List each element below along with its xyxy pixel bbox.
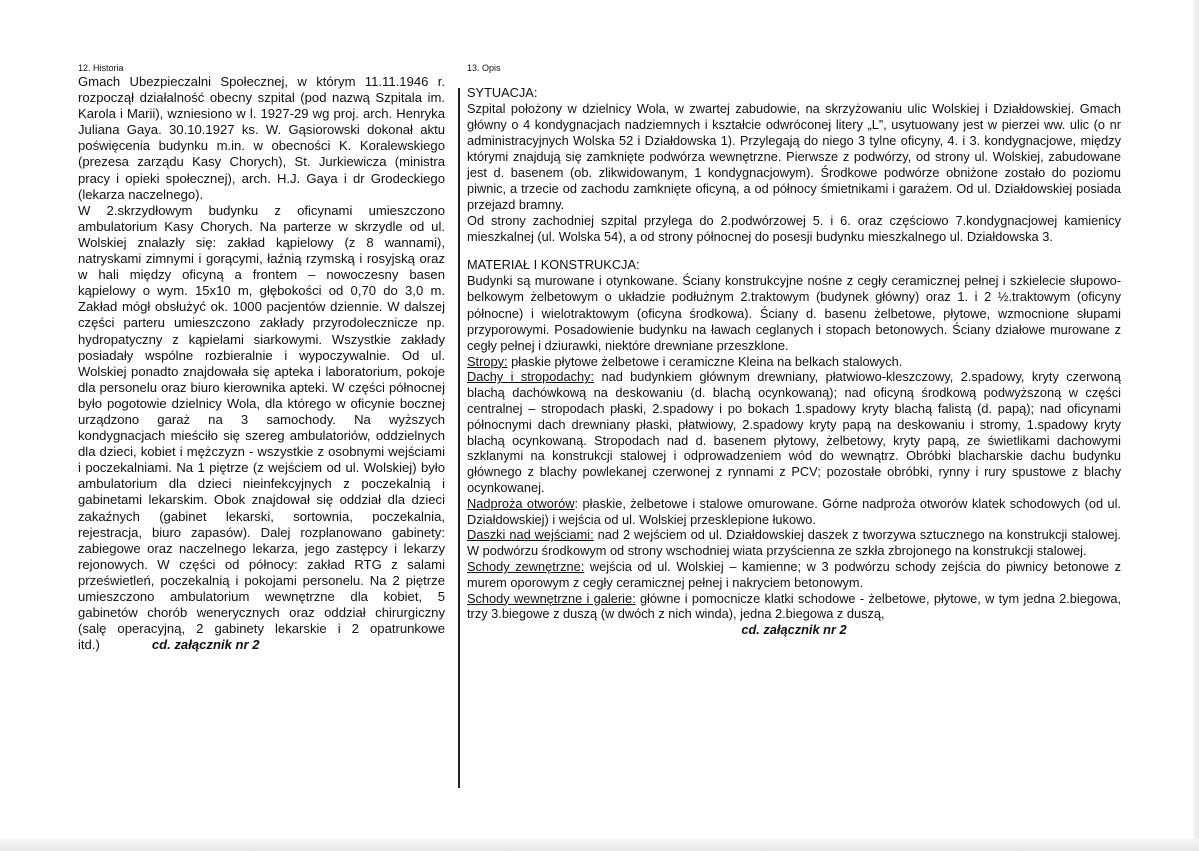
floors-label: Stropy:	[467, 353, 508, 369]
history-column	[78, 63, 445, 653]
situation-heading: SYTUACJA:	[467, 85, 538, 100]
column-divider	[458, 88, 460, 788]
material-heading: MATERIAŁ I KONSTRUKCJA:	[467, 257, 640, 273]
outer-stairs-section	[467, 559, 1121, 591]
situation-paragraph-2: Od strony zachodniej szpital przylega do 2.podwórzowej 5. i 6. oraz częściowo 7.kondygnacjowej kamienicy mieszkalnej (ul. Wolska 54), a od strony północnej do posesji budynku mieszkalnego ul. Działdowska 3.	[467, 213, 1121, 245]
situation-paragraph-1: Szpital położony w dzielnicy Wola, w zwartej zabudowie, na skrzyżowaniu ulic Wolskiej i Działdowskiej. Gmach główny o 4 kondygnacjach nadziemnych i kształcie odwróconej litery „L”, usytuowany jest w pierzei ww. ulic (o nr administracyjnych Wolska 52 i Działdowska 1). Przylegają do niego 3 tylne oficyny, 4. i 3. kondygnacjowe, między którymi znajdują się zamknięte podwórza wewnętrzne. Pierwsze z podwórzy, od strony ul. Wolskiej, zabudowane jest d. basenem (ob. zlikwidowanym, 1 kondygnacjowym). Środkowe podwórze obniżone zostało do poziomu piwnic, a trzecie od zachodu zamknięte oficyną, a od północy śmietnikami i garażem. Od ul. Działdowskiej posiada przejazd bramny.	[467, 101, 1121, 213]
lintels-label: Nadproża otworów	[467, 495, 575, 511]
floors-text: płaskie płytowe żelbetowe i ceramiczne Kleina na belkach stalowych.	[507, 353, 903, 369]
history-paragraph-2-text: W 2.skrzydłowym budynku z oficynami umieszczono ambulatorium Kasy Chorych. Na parterze w skrzydle od ul. Wolskiej znalazły się: zakład kąpielowy (z 8 wannami), natryskami zimnymi i gorącymi, łaźnią rzymską i rosyjską oraz w hali między oficyną a frontem – nowoczesny basen kąpielowy o wym. 15x10 m, głębokości od 0,70 do 3,0 m. Zakład mógł obsłużyć ok. 1000 pacjentów dziennie. W dalszej części parteru umieszczono zakłady przyrodolecznicze np. hydropatyczny z kąpielami siarkowymi. Wszystkie zakłady posiadały wspólne rozbieralnie i wypoczywalnie. Od ul. Wolskiej ponadto znajdowała się apteka i laboratorium, pokoje dla personelu oraz biuro kierownika apteki. W części północnej było pogotowie dzielnicy Wola, dla którego w oficynie bocznej urządzono garaż na 3 samochody. Na wyższych kondygnacjach mieściło się szereg ambulatoriów, oddzielnych dla dzieci, kobiet i mężczyzn - wszystkie z osobnymi wejściami i poczekalniami. Na 1 piętrze (z wejściem od ul. Wolskiej) było ambulatorium dla dzieci nieinfekcyjnych z poczekalnią i gabinetami lekarskim. Obok znajdował się oddział dla dzieci zakaźnych (gabinet lekarski, sortownia, poczekalnia, rejestracja, biuro zapasów). Dalej rozplanowano gabinety: zabiegowe oraz naczelnego lekarza, jego zastępcy i lekarzy rejonowych. W części od północy: zakład RTG z salami prześwietleń, poczekalnią i pokojami personelu. Na 2 piętrze umieszczono ambulatorium wewnętrzne dla kobiet, 5 gabinetów chorób wenerycznych oraz oddział chirurgiczny (salę operacyjną, 2 gabinety lekarskie i 2 opatrunkowe itd.)	[78, 202, 445, 653]
outer-stairs-text: wejścia od ul. Wolskiej – kamienne; w 3 podwórzu schody zejścia do piwnicy betonowe z murem oporowym z cegły ceramicznej pełnej i nakryciem betonowym.	[467, 559, 1121, 590]
attachment-reference-left: cd. załącznik nr 2	[151, 637, 260, 653]
scan-edge-bottom	[0, 839, 1199, 851]
outer-stairs-label: Schody zewnętrzne:	[467, 559, 585, 575]
canopies-section	[467, 527, 1121, 559]
lintels-text: : płaskie, żelbetowe i stalowe omurowane. Górne nadproża otworów klatek schodowych (od ul. Działdowskiej) i wejścia od ul. Wolskiej przesklepione łukowo.	[467, 495, 1121, 527]
history-paragraph-1: Gmach Ubezpieczalni Społecznej, w którym 11.11.1946 r. rozpoczął działalność obecny szpital (pod nazwą Szpitala im. Karola i Marii), wzniesiono w l. 1927-29 wg proj. arch. Henryka Juliana Gaya. 30.10.1927 ks. W. Gąsiorowski dokonał aktu poświęcenia budynku m.in. w obecności K. Koralewskiego (prezesa zarządu Kasy Chorych), St. Jurkiewicza (ministra pracy i opieki społecznej), arch. H.J. Gaya i dr Grodeckiego (lekarza naczelnego).	[78, 74, 445, 202]
scan-edge-right	[1193, 0, 1199, 851]
attachment-reference-right: cd. załącznik nr 2	[741, 622, 847, 638]
canopies-label: Daszki nad wejściami:	[467, 527, 594, 543]
section-header-description: 13. Opis	[467, 63, 501, 73]
roofs-section	[467, 369, 1121, 495]
material-intro: Budynki są murowane i otynkowane. Ściany konstrukcyjne nośne z cegły ceramicznej pełnej i szkielecie słupowo-belkowym żelbetowym o układzie podłużnym 2.traktowym (budynek główny) oraz 1. i 2 ½.traktowym (oficyny północne) i wielotraktowym (oficyna środkowa). Ściany d. basenu żelbetowe, płytowe, wzmocnione słupami przyporowymi. Posadowienie budynku na ławach ceglanych i stopach betonowych. Ściany działowe murowane z cegły pełnej i dziurawki, niektóre drewniane przeszklone.	[467, 273, 1121, 353]
description-column	[467, 63, 1121, 638]
floors-section	[467, 354, 1121, 370]
inner-stairs-text: główne i pomocnicze klatki schodowe - żelbetowe, płytowe, w tym jedna 2.biegowa, trzy 3.biegowe z duszą (w dwóch z nich winda), jedna 2.biegowa z duszą,	[467, 590, 1122, 622]
section-header-history: 12. Historia	[78, 63, 124, 73]
lintels-section	[467, 496, 1121, 528]
inner-stairs-label: Schody wewnętrzne i galerie:	[467, 590, 636, 606]
roofs-text: nad budynkiem głównym drewniany, płatwiowo-kleszczowy, 2.spadowy, kryty czerwoną blachą dachówkową na deskowaniu (d. blachą ocynkowaną); nad oficyną środkową podwyższoną w części centralnej – stropodach płaski, 2.spadowy i po bokach 1.spadowy kryty blachą falistą (d. papą); nad oficynami północnymi dach drewniany płaski, płatwiowy, 2.spadowy kryty papą na deskowaniu i stromy, 1.spadowy kryty blachą ocynkowaną. Stropodach nad d. basenem płytowy, żelbetowy, kryty papą, ze świetlikami dachowymi szklanymi na konstrukcji stalowej i odprowadzeniem wód do wewnątrz. Obróbki blacharskie dachu budynku głównego z blachy powlekanej czerwonej z rynnami z PCV; pozostałe obróbki, rynny i rury spustowe z blachy ocynkowanej.	[467, 369, 1121, 496]
section-gap	[467, 245, 1121, 257]
canopies-text: nad 2 wejściem od ul. Działdowskiej daszek z tworzywa sztucznego na konstrukcji stalowej. W podwórzu środkowym od strony wschodniej wiata przyścienna ze szkła zbrojonego na konstrukcji stalowej.	[467, 527, 1121, 559]
roofs-label: Dachy i stropodachy:	[467, 369, 595, 385]
inner-stairs-section	[467, 591, 1121, 623]
history-paragraph-2	[78, 203, 445, 654]
